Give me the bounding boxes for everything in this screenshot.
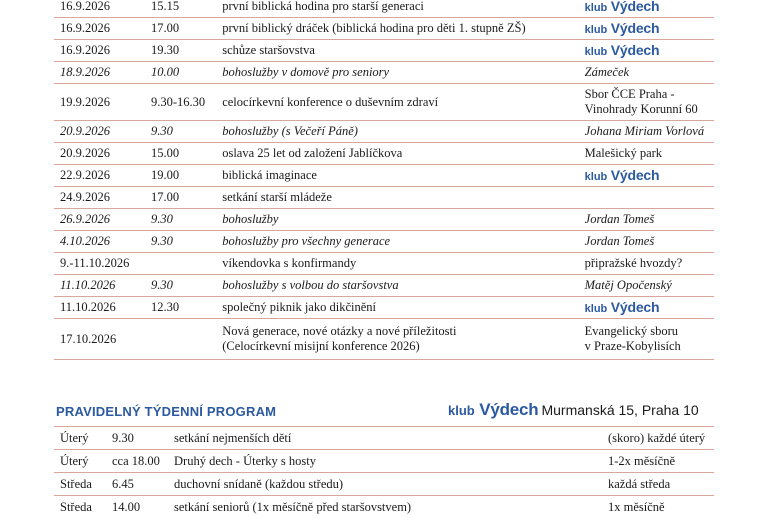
event-row [54,187,714,209]
event-description: víkendovka s konfirmandy [216,253,578,275]
event-description: společný piknik jako dikčinění [216,297,578,319]
event-row [54,275,714,297]
weekly-row [54,473,714,496]
event-date: 4.10.2026 [54,231,145,253]
klub-vydech-logo: klub Výdech [585,20,660,36]
event-time: 19.00 [145,165,216,187]
event-description: bohoslužby v domově pro seniory [216,62,578,84]
event-description: schůze staršovstva [216,40,578,62]
weekly-frequency: (skoro) každé úterý [602,427,714,450]
event-description: bohoslužby pro všechny generace [216,231,578,253]
event-time: 12.30 [145,297,216,319]
event-date: 11.10.2026 [54,297,145,319]
event-row [54,121,714,143]
weekly-time: cca 18.00 [106,450,168,473]
event-time [145,319,216,360]
event-date: 20.9.2026 [54,143,145,165]
event-description: celocírkevní konference o duševním zdraví [216,84,578,121]
weekly-description: setkání nejmenších dětí [168,427,602,450]
event-place: Malešický park [579,143,714,165]
event-description: bohoslužby [216,209,578,231]
event-date: 26.9.2026 [54,209,145,231]
event-row [54,18,714,40]
event-description: první biblická hodina pro starší generaci [216,0,578,18]
event-date: 24.9.2026 [54,187,145,209]
event-row [54,62,714,84]
klub-vydech-logo: klub Výdech [585,42,660,58]
event-time: 10.00 [145,62,216,84]
event-row [54,84,714,121]
event-place: Jordan Tomeš [579,231,714,253]
event-description: oslava 25 let od založení Jablíčkova [216,143,578,165]
events-body [54,0,714,360]
event-description: bohoslužby (s Večeří Páně) [216,121,578,143]
weekly-description: Druhý dech - Úterky s hosty [168,450,602,473]
weekly-day: Středa [54,496,106,518]
weekly-day: Úterý [54,427,106,450]
event-row [54,209,714,231]
event-time: 9.30 [145,121,216,143]
event-place: Jordan Tomeš [579,209,714,231]
event-time: 9.30-16.30 [145,84,216,121]
weekly-frequency: 1-2x měsíčně [602,450,714,473]
event-row [54,253,714,275]
event-time: 15.00 [145,143,216,165]
event-time: 17.00 [145,187,216,209]
event-place [579,40,714,62]
weekly-body [54,427,714,518]
klub-vydech-logo: klub Výdech [585,167,660,183]
event-row [54,231,714,253]
event-date: 20.9.2026 [54,121,145,143]
klub-vydech-logo: klub Výdech [448,400,538,420]
event-place [579,0,714,18]
event-time: 17.00 [145,18,216,40]
event-description: setkání starší mládeže [216,187,578,209]
weekly-time: 14.00 [106,496,168,518]
event-place: připražské hvozdy? [579,253,714,275]
event-row [54,0,714,18]
event-place [579,297,714,319]
event-time: 19.30 [145,40,216,62]
event-date: 16.9.2026 [54,0,145,18]
event-place: Sbor ČCE Praha - Vinohrady Korunní 60 [579,84,714,121]
event-date: 11.10.2026 [54,275,145,297]
event-place [579,18,714,40]
event-date: 16.9.2026 [54,18,145,40]
weekly-frequency: každá středa [602,473,714,496]
event-time [145,253,216,275]
weekly-day: Úterý [54,450,106,473]
events-table [54,0,714,360]
event-description: biblická imaginace [216,165,578,187]
event-row [54,319,714,360]
weekly-time: 9.30 [106,427,168,450]
weekly-description: duchovní snídaně (každou středu) [168,473,602,496]
event-row [54,165,714,187]
klub-vydech-logo: klub Výdech [585,299,660,315]
event-description: bohoslužby s volbou do staršovstva [216,275,578,297]
event-date: 22.9.2026 [54,165,145,187]
event-description: první biblický dráček (biblická hodina pro děti 1. stupně ZŠ) [216,18,578,40]
event-place: Zámeček [579,62,714,84]
event-place [579,165,714,187]
weekly-program-title: PRAVIDELNÝ TÝDENNÍ PROGRAM [56,404,276,419]
event-time: 9.30 [145,209,216,231]
weekly-row [54,496,714,518]
event-row [54,143,714,165]
weekly-row [54,427,714,450]
event-place: Johana Miriam Vorlová [579,121,714,143]
event-date: 18.9.2026 [54,62,145,84]
event-row [54,40,714,62]
weekly-table [54,426,714,518]
weekly-day: Středa [54,473,106,496]
address: Murmanská 15, Praha 10 [541,402,698,418]
event-time: 15.15 [145,0,216,18]
weekly-time: 6.45 [106,473,168,496]
event-place: Evangelický sboru v Praze-Kobylisích [579,319,714,360]
klub-vydech-logo: klub Výdech [585,0,660,14]
event-time: 9.30 [145,275,216,297]
event-date: 17.10.2026 [54,319,145,360]
weekly-frequency: 1x měsíčně [602,496,714,518]
weekly-description: setkání seniorů (1x měsíčně před staršovstvem) [168,496,602,518]
event-time: 9.30 [145,231,216,253]
weekly-row [54,450,714,473]
weekly-program-location [448,400,699,420]
event-description: Nová generace, nové otázky a nové příležitosti (Celocírkevní misijní konference 2026) [216,319,578,360]
event-date: 9.-11.10.2026 [54,253,145,275]
event-date: 16.9.2026 [54,40,145,62]
event-row [54,297,714,319]
event-place [579,187,714,209]
event-date: 19.9.2026 [54,84,145,121]
event-place: Matěj Opočenský [579,275,714,297]
